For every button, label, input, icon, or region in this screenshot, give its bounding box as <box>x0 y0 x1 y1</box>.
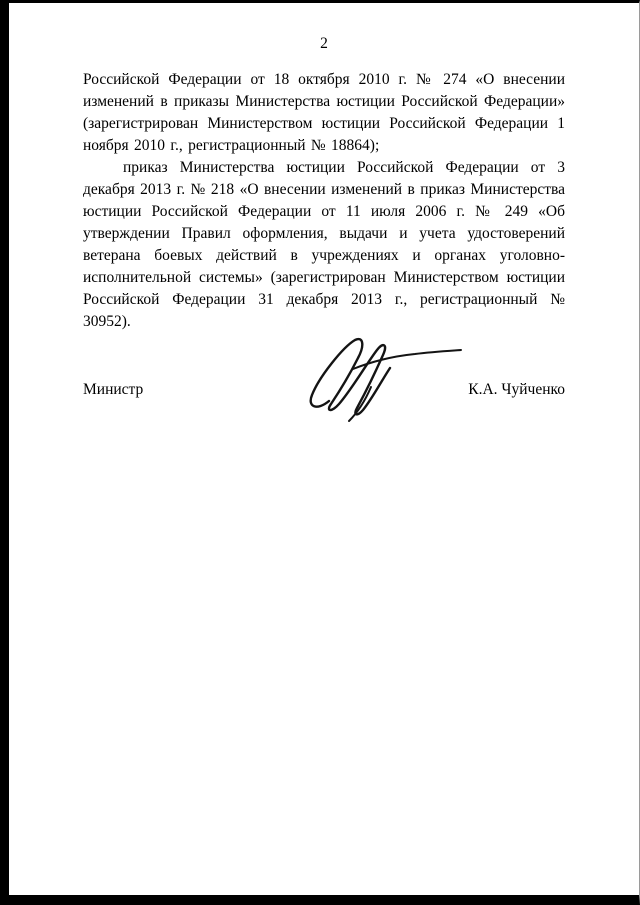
page-number: 2 <box>320 35 328 52</box>
paragraph-registration-2010: Российской Федерации от 18 октября 2010 г. № 274 «О внесении изменений в приказы Министерства юстиции Российской Федерации» (зарегистрирован Министерством юстиции Российской Федерации 1 ноября 2010 г., регистрационный № 18864); <box>83 71 565 154</box>
handwritten-signature-icon <box>295 329 470 424</box>
body-text <box>83 69 565 333</box>
signatory-name: К.А. Чуйченко <box>468 381 565 398</box>
paragraph-order-2013: приказ Министерства юстиции Российской Федерации от 3 декабря 2013 г. № 218 «О внесении изменений в приказ Министерства юстиции Российской Федерации от 11 июля 2006 г. № 249 «Об утверждении Правил оформления, выдачи и учета удостоверений ветерана боевых действий в учреждениях и органах уголовно-исполнительной системы» (зарегистрирован Министерством юстиции Российской Федерации 31 декабря 2013 г., регистрационный № 30952). <box>83 159 565 330</box>
signatory-title: Министр <box>83 381 144 398</box>
signature-block <box>83 381 565 399</box>
